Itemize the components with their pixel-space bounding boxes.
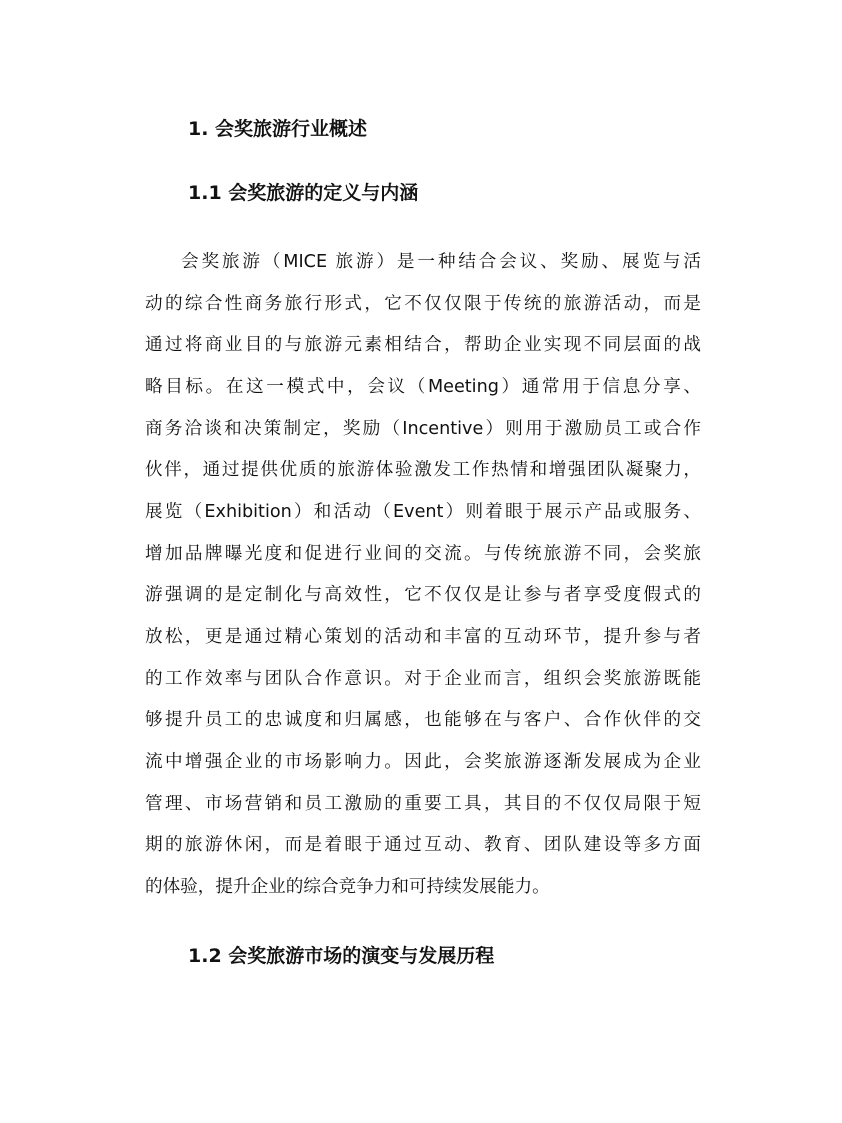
paragraph-line: 动的综合性商务旅行形式，它不仅仅限于传统的旅游活动，而是 [145,293,701,314]
paragraph-line: 通过将商业目的与旅游元素相结合，帮助企业实现不同层面的战 [145,335,701,356]
paragraph-line: 会奖旅游（MICE 旅游）是一种结合会议、奖励、展览与活 [181,252,701,272]
paragraph-line: 流中增强企业的市场影响力。因此，会奖旅游逐渐发展成为企业 [145,751,701,772]
subsection-heading-1-1: 1.1 会奖旅游的定义与内涵 [188,182,419,204]
paragraph-line: 的体验，提升企业的综合竞争力和可持续发展能力。 [145,876,550,897]
section-heading-1: 1. 会奖旅游行业概述 [188,118,368,140]
paragraph-line: 期的旅游休闲，而是着眼于通过互动、教育、团队建设等多方面 [145,835,701,856]
subsection-heading-1-2: 1.2 会奖旅游市场的演变与发展历程 [188,945,495,967]
paragraph-line: 的工作效率与团队合作意识。对于企业而言，组织会奖旅游既能 [145,668,701,689]
paragraph-line: 展览（Exhibition）和活动（Event）则着眼于展示产品或服务、 [145,501,701,522]
paragraph-line: 略目标。在这一模式中，会议（Meeting）通常用于信息分享、 [145,376,701,397]
paragraph-line: 放松，更是通过精心策划的活动和丰富的互动环节，提升参与者 [145,626,701,647]
paragraph-line: 够提升员工的忠诚度和归属感，也能够在与客户、合作伙伴的交 [145,710,701,731]
paragraph-line: 商务洽谈和决策制定，奖励（Incentive）则用于激励员工或合作 [145,418,701,439]
paragraph-line: 游强调的是定制化与高效性，它不仅仅是让参与者享受度假式的 [145,585,701,606]
body-paragraph [145,247,701,914]
paragraph-line: 管理、市场营销和员工激励的重要工具，其目的不仅仅局限于短 [145,793,701,814]
paragraph-line: 伙伴，通过提供优质的旅游体验激发工作热情和增强团队凝聚力， [145,460,701,481]
paragraph-line: 增加品牌曝光度和促进行业间的交流。与传统旅游不同，会奖旅 [145,543,701,564]
